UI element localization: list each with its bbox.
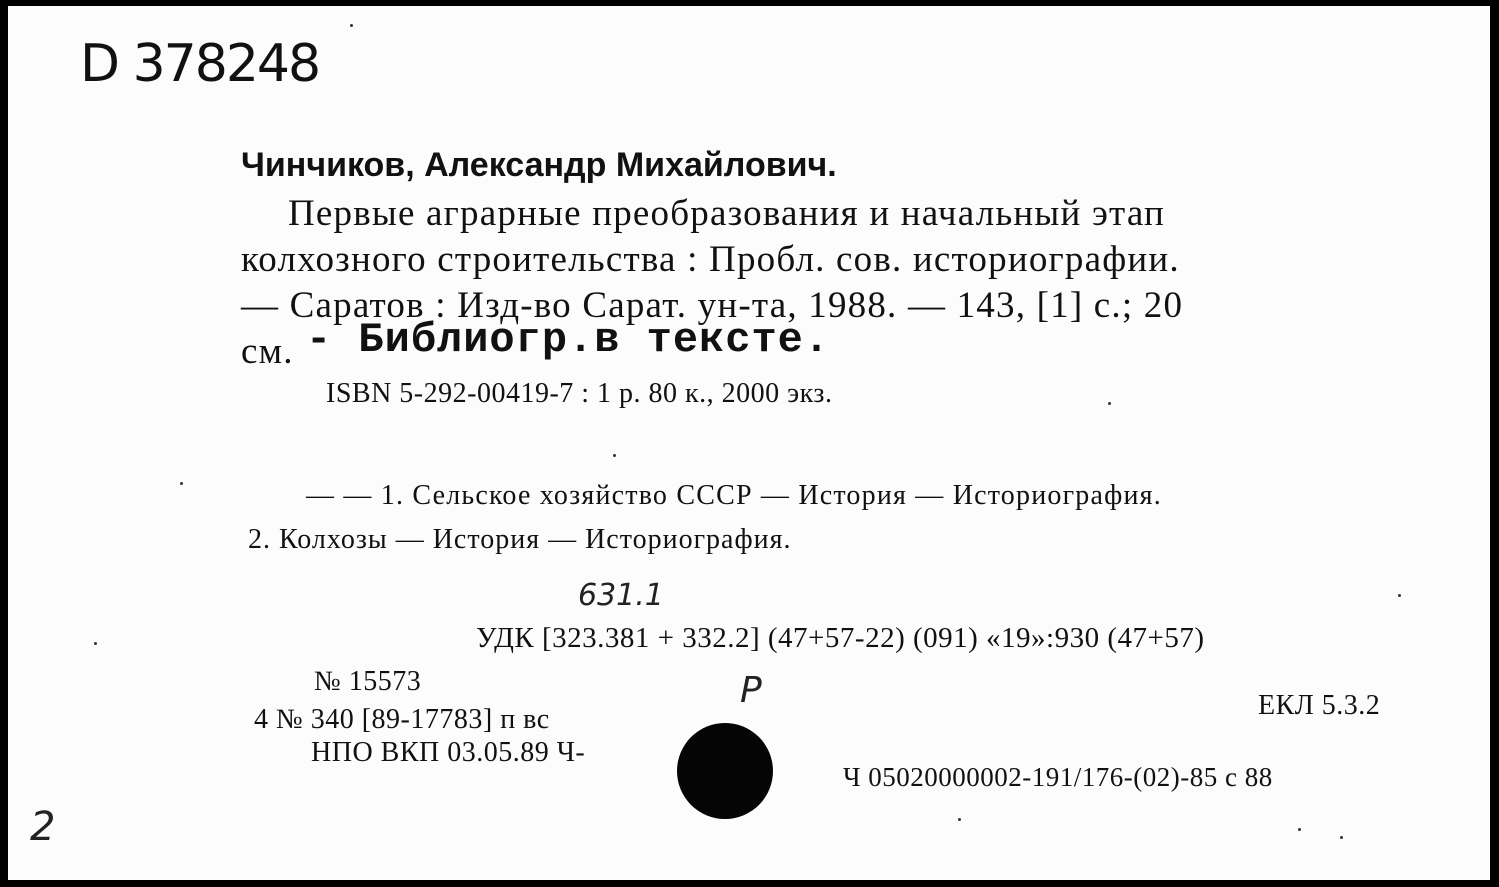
speck <box>94 642 97 645</box>
title-line-2: колхозного строительства : Пробл. сов. историографии. <box>241 239 1180 280</box>
punch-hole <box>677 723 773 819</box>
catalog-code: Ч 05020000002-191/176-(02)-85 с 88 <box>843 762 1273 792</box>
handwritten-mark: Р <box>740 670 762 711</box>
title-line-3: — Саратов : Изд-во Сарат. ун-та, 1988. — 143, [1] с.; 20 <box>241 285 1184 326</box>
udc-line: УДК [323.381 + 332.2] (47+57-22) (091) «19»:930 (47+57) <box>476 622 1205 654</box>
speck <box>1398 594 1401 597</box>
bibliography-note: - Библиогр.в тексте. <box>306 316 831 364</box>
subjects-line-1: — — 1. Сельское хозяйство СССР — История — Историография. <box>306 480 1162 511</box>
author-heading: Чинчиков, Александр Михайлович. <box>241 146 837 184</box>
order-line: 4 № 340 [89-17783] п вс <box>254 704 550 735</box>
speck <box>350 24 353 27</box>
speck <box>613 454 616 457</box>
subjects-line-2: 2. Колхозы — История — Историография. <box>248 524 792 555</box>
npo-line: НПО ВКП 03.05.89 Ч- <box>311 737 586 768</box>
size-unit: см. <box>241 331 294 372</box>
record-number: № 15573 <box>314 666 422 697</box>
isbn-line: ISBN 5-292-00419-7 : 1 р. 80 к., 2000 экз. <box>326 378 833 409</box>
title-line-1: Первые аграрные преобразования и начальный этап <box>288 193 1165 234</box>
catalog-card <box>8 6 1490 880</box>
handwritten-class-note: 631.1 <box>578 578 664 613</box>
speck <box>958 818 961 821</box>
shelf-mark: D 378248 <box>80 34 320 94</box>
speck <box>1108 402 1111 405</box>
handwritten-corner-mark: 2 <box>30 804 56 850</box>
ekl-code: ЕКЛ 5.3.2 <box>1258 690 1381 721</box>
speck <box>1298 828 1301 831</box>
speck <box>180 482 183 485</box>
speck <box>1340 836 1343 839</box>
